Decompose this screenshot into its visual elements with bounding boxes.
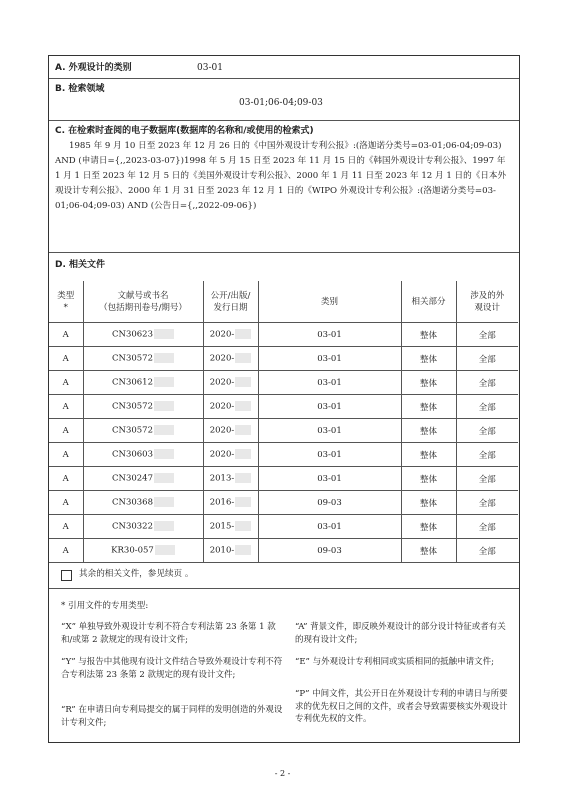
cell-scope: 全部 xyxy=(456,515,518,539)
divider xyxy=(49,562,519,563)
category-x: “X” 单独导致外观设计专利不符合专利法第 23 条第 1 款和/或第 2 款规定的现有设计文件; xyxy=(61,622,276,645)
redaction-mask xyxy=(235,425,251,435)
header-scope: 涉及的外 观设计 xyxy=(456,281,518,323)
table-row xyxy=(49,491,518,515)
related-documents-table xyxy=(49,281,518,563)
section-d-label: D. 相关文件 xyxy=(55,260,106,270)
cell-type: A xyxy=(49,539,83,563)
cell-document: CN30603 xyxy=(83,443,203,467)
other-docs-text: 其余的相关文件，参见续页 。 xyxy=(79,569,194,579)
cell-category: 09-03 xyxy=(258,539,401,563)
redaction-mask xyxy=(235,473,251,483)
cell-document: CN30572 xyxy=(83,395,203,419)
category-y: “Y” 与报告中其他现有设计文件结合导致外观设计专利不符合专利法第 23 条第 2 款规定的现有设计文件; xyxy=(61,657,283,680)
citation-types-title: * 引用文件的专用类型: xyxy=(61,601,149,611)
cell-document: CN30572 xyxy=(83,419,203,443)
cell-scope: 全部 xyxy=(456,539,518,563)
cell-part: 整体 xyxy=(401,347,456,371)
cell-part: 整体 xyxy=(401,395,456,419)
redaction-mask xyxy=(235,449,251,459)
redaction-mask xyxy=(154,497,174,507)
cell-date: 2013- xyxy=(203,467,258,491)
cell-category: 03-01 xyxy=(258,515,401,539)
cell-part: 整体 xyxy=(401,539,456,563)
redaction-mask xyxy=(154,329,174,339)
category-a: “A” 背景文件，即反映外观设计的部分设计特征或者有关的现有设计文件; xyxy=(295,622,506,645)
divider xyxy=(49,120,519,121)
cell-type: A xyxy=(49,515,83,539)
cell-date: 2020- xyxy=(203,395,258,419)
redaction-mask xyxy=(235,329,251,339)
cell-part: 整体 xyxy=(401,323,456,347)
cell-category: 03-01 xyxy=(258,467,401,491)
cell-document: CN30612 xyxy=(83,371,203,395)
cell-type: A xyxy=(49,443,83,467)
table-row xyxy=(49,515,518,539)
section-c-label: C. 在检索时查阅的电子数据库(数据库的名称和/或使用的检索式) xyxy=(55,126,314,136)
redaction-mask xyxy=(154,449,174,459)
redaction-mask xyxy=(154,425,174,435)
cell-date: 2016- xyxy=(203,491,258,515)
redaction-mask xyxy=(235,521,251,531)
cell-scope: 全部 xyxy=(456,443,518,467)
table-header-row xyxy=(49,281,518,323)
divider xyxy=(49,78,519,79)
cell-date: 2015- xyxy=(203,515,258,539)
cell-part: 整体 xyxy=(401,515,456,539)
redaction-mask xyxy=(154,521,174,531)
cell-document: CN30368 xyxy=(83,491,203,515)
divider xyxy=(49,588,519,589)
cell-scope: 全部 xyxy=(456,323,518,347)
cell-date: 2020- xyxy=(203,371,258,395)
table-row xyxy=(49,395,518,419)
cell-scope: 全部 xyxy=(456,491,518,515)
header-date: 公开/出版/ 发行日期 xyxy=(203,281,258,323)
section-b-label: B. 检索领域 xyxy=(55,84,105,94)
cell-scope: 全部 xyxy=(456,467,518,491)
cell-document: CN30572 xyxy=(83,347,203,371)
cell-date: 2020- xyxy=(203,347,258,371)
redaction-mask xyxy=(154,473,174,483)
cell-date: 2010- xyxy=(203,539,258,563)
cell-date: 2020- xyxy=(203,443,258,467)
redaction-mask xyxy=(235,377,251,387)
cell-category: 03-01 xyxy=(258,323,401,347)
report-frame xyxy=(48,55,520,743)
cell-type: A xyxy=(49,419,83,443)
section-a-value: 03-01 xyxy=(197,63,223,73)
redaction-mask xyxy=(154,377,174,387)
table-row xyxy=(49,347,518,371)
category-p: “P” 中间文件，其公开日在外观设计专利的申请日与所要求的优先权日之间的文件，或者会导致需要核实外观设计专利优先权的文件。 xyxy=(295,689,508,724)
cell-category: 09-03 xyxy=(258,491,401,515)
category-e: “E” 与外观设计专利相同或实质相同的抵触申请文件; xyxy=(295,657,494,667)
redaction-mask xyxy=(154,353,174,363)
cell-scope: 全部 xyxy=(456,347,518,371)
cell-part: 整体 xyxy=(401,491,456,515)
cell-document: CN30322 xyxy=(83,515,203,539)
cell-type: A xyxy=(49,395,83,419)
divider xyxy=(49,252,519,253)
cell-category: 03-01 xyxy=(258,419,401,443)
table-row xyxy=(49,419,518,443)
table-row xyxy=(49,323,518,347)
section-b-value: 03-01;06-04;09-03 xyxy=(239,98,323,108)
cell-date: 2020- xyxy=(203,323,258,347)
cell-part: 整体 xyxy=(401,467,456,491)
search-strategy-text: 1985 年 9 月 10 日至 2023 年 12 月 26 日的《中国外观设计专利公报》:(洛迦诺分类号=03-01;06-04;09-03) AND (申请日={,,2023-03-07})1998 年 5 月 15 日至 2023 年 11 月 15 日的《韩国外观设计专利公报》、1997 年 1 月 1 日至 2023 年 12 月 5 日的《美国外观设计专利公报》、2000 年 1 月 11 日至 2023 年 12 月 1 日的《日本外观设计专利公报》、2000 年 1 月 31 日至 2023 年 12 月 1 日的《WIPO 外观设计专利公报》:(洛迦诺分类号=03-01;06-04;09-03) AND (公告日={,,2022-09-06}) xyxy=(55,141,507,211)
header-part: 相关部分 xyxy=(401,281,456,323)
cell-document: KR30-057 xyxy=(83,539,203,563)
cell-part: 整体 xyxy=(401,443,456,467)
cell-type: A xyxy=(49,323,83,347)
page-number: - 2 - xyxy=(274,769,291,778)
category-r: “R” 在申请日向专利局提交的属于同样的发明创造的外观设计专利文件; xyxy=(61,705,283,728)
cell-type: A xyxy=(49,347,83,371)
cell-type: A xyxy=(49,371,83,395)
table-row xyxy=(49,467,518,491)
cell-date: 2020- xyxy=(203,419,258,443)
other-docs-checkbox[interactable] xyxy=(61,570,72,581)
cell-scope: 全部 xyxy=(456,395,518,419)
redaction-mask xyxy=(235,497,251,507)
redaction-mask xyxy=(235,353,251,363)
header-type: 类型 * xyxy=(49,281,83,323)
redaction-mask xyxy=(155,545,175,555)
cell-category: 03-01 xyxy=(258,443,401,467)
cell-type: A xyxy=(49,467,83,491)
table-row xyxy=(49,539,518,563)
cell-scope: 全部 xyxy=(456,371,518,395)
table-row xyxy=(49,443,518,467)
cell-part: 整体 xyxy=(401,371,456,395)
redaction-mask xyxy=(235,545,251,555)
cell-document: CN30247 xyxy=(83,467,203,491)
header-document: 文献号或书名 （包括期刊卷号/期号） xyxy=(83,281,203,323)
section-a-label: A. 外观设计的类别 xyxy=(55,63,132,73)
cell-scope: 全部 xyxy=(456,419,518,443)
cell-type: A xyxy=(49,491,83,515)
cell-category: 03-01 xyxy=(258,371,401,395)
cell-category: 03-01 xyxy=(258,347,401,371)
cell-part: 整体 xyxy=(401,419,456,443)
cell-document: CN30623 xyxy=(83,323,203,347)
redaction-mask xyxy=(154,401,174,411)
header-category: 类别 xyxy=(258,281,401,323)
cell-category: 03-01 xyxy=(258,395,401,419)
redaction-mask xyxy=(235,401,251,411)
table-row xyxy=(49,371,518,395)
